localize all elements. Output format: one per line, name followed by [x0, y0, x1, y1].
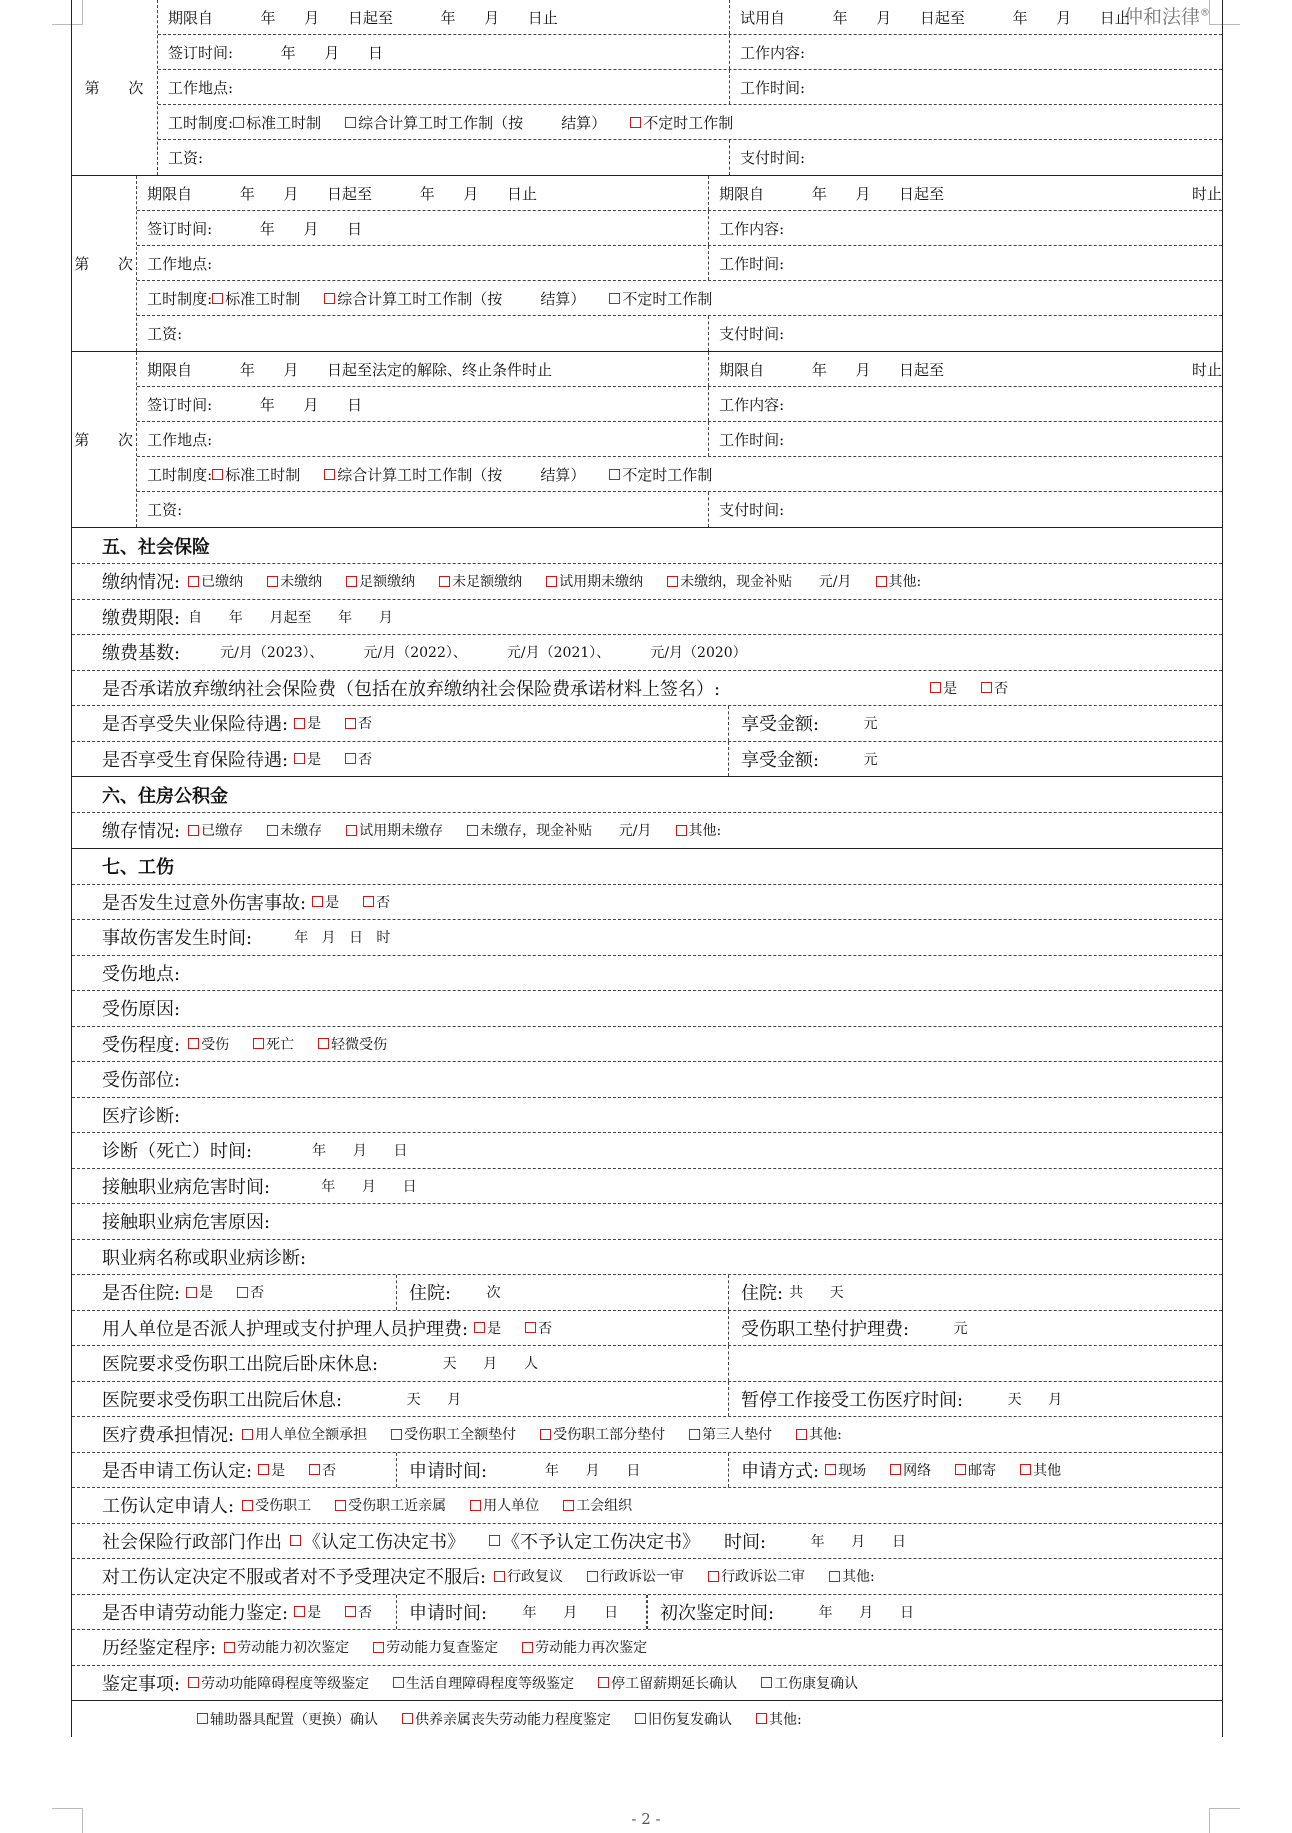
checkbox-option[interactable]: 用人单位: [470, 1495, 539, 1515]
yes-no-options: [294, 1602, 396, 1622]
checkbox-icon[interactable]: [598, 1677, 609, 1688]
field-label: 住院:: [409, 1283, 452, 1305]
contract-row: [137, 246, 1222, 281]
field-label: 申请时间:: [409, 1602, 488, 1624]
field-cell[interactable]: 试用自 年 月 日起至 年 月 日止: [740, 8, 1130, 27]
field-label[interactable]: 受伤地点:: [102, 963, 181, 985]
checkbox-icon[interactable]: [890, 1464, 901, 1475]
checkbox-option[interactable]: 未缴纳，现金补贴 元/月: [667, 571, 851, 591]
checkbox-icon[interactable]: [233, 117, 244, 128]
checkbox-option[interactable]: 《认定工伤决定书》: [290, 1528, 465, 1554]
checkbox-icon[interactable]: [630, 117, 641, 128]
field-value[interactable]: 年 月 日: [766, 1533, 906, 1550]
field-value[interactable]: 元: [819, 751, 878, 768]
contract-group: [72, 352, 1222, 528]
yes-checkbox[interactable]: 是: [930, 678, 957, 698]
field-label: 享受金额:: [741, 714, 820, 736]
section-title: 七、工伤: [72, 849, 1222, 885]
checkbox-option[interactable]: 未缴存: [267, 820, 322, 840]
contract-row: [158, 70, 1222, 105]
checkbox-icon[interactable]: [294, 753, 305, 764]
checkbox-option[interactable]: 未足额缴纳: [439, 571, 522, 591]
checkbox-icon[interactable]: [467, 825, 478, 836]
field-label: 诊断（死亡）时间:: [102, 1141, 253, 1163]
yes-checkbox[interactable]: 是: [186, 1282, 213, 1302]
section-title: 六、住房公积金: [72, 777, 1222, 813]
field-label: 申请方式:: [741, 1460, 820, 1482]
field-cell[interactable]: 签订时间: 年 月 日: [158, 35, 730, 69]
checkbox-option[interactable]: 标准工时制: [212, 464, 300, 485]
checkbox-icon[interactable]: [540, 1429, 551, 1440]
checkbox-option[interactable]: 其他: [1020, 1460, 1061, 1480]
field-label: 工时制度:: [147, 465, 213, 484]
field-label: 医院要求受伤职工出院后休息:: [102, 1389, 343, 1411]
field-cell[interactable]: 期限自 年 月 日起至 时止: [719, 184, 1222, 203]
checkbox-icon[interactable]: [609, 469, 620, 480]
field-cell[interactable]: 工作内容:: [719, 395, 785, 414]
field-label: 是否住院:: [102, 1283, 181, 1305]
group-label: 第 次: [72, 352, 137, 527]
checkbox-option[interactable]: 劳动功能障碍程度等级鉴定: [188, 1673, 369, 1693]
checkbox-option[interactable]: 停工留薪期延长确认: [598, 1673, 737, 1693]
checkbox-icon[interactable]: [489, 1535, 500, 1546]
no-checkbox[interactable]: 否: [525, 1318, 552, 1338]
field-label: 接触职业病危害时间:: [102, 1176, 271, 1198]
checkbox-icon[interactable]: [761, 1677, 772, 1688]
contract-row: [137, 422, 1222, 457]
field-label[interactable]: 医疗诊断:: [102, 1105, 181, 1127]
work-hours-row: [137, 281, 1222, 316]
yes-checkbox[interactable]: 是: [258, 1460, 285, 1480]
checkbox-option[interactable]: 工会组织: [563, 1495, 632, 1515]
checkbox-icon[interactable]: [197, 1713, 208, 1724]
checkbox-option[interactable]: 受伤职工近亲属: [335, 1495, 446, 1515]
field-value[interactable]: 年 月 日: [774, 1604, 914, 1621]
checkbox-icon[interactable]: [796, 1429, 807, 1440]
checkbox-option[interactable]: 未缴纳: [267, 571, 322, 591]
checkbox-option[interactable]: 不定时工作制: [609, 288, 712, 309]
checkbox-option[interactable]: 试用期未缴纳: [546, 571, 643, 591]
no-checkbox[interactable]: 否: [981, 678, 1008, 698]
field-value[interactable]: 天 月: [362, 1391, 462, 1408]
checkbox-icon[interactable]: [981, 682, 992, 693]
checkbox-icon[interactable]: [309, 1464, 320, 1475]
checkbox-option[interactable]: 标准工时制: [212, 288, 300, 309]
checkbox-option[interactable]: 网络: [890, 1460, 931, 1480]
checkbox-option[interactable]: 综合计算工时工作制（按 结算）: [324, 288, 585, 309]
yes-no-options: [474, 1318, 576, 1338]
no-checkbox[interactable]: 否: [309, 1460, 336, 1480]
checkbox-icon[interactable]: [186, 1287, 197, 1298]
checkbox-option[interactable]: 已缴存: [188, 820, 243, 840]
field-value[interactable]: 元: [909, 1320, 968, 1337]
no-checkbox[interactable]: 否: [345, 749, 372, 769]
checkbox-icon[interactable]: [345, 718, 356, 729]
checkbox-icon[interactable]: [676, 825, 687, 836]
yes-no-options: [258, 1460, 360, 1480]
social-pay-row: [72, 564, 1222, 600]
checkbox-option[interactable]: 其他:: [756, 1709, 802, 1729]
checkbox-icon[interactable]: [756, 1713, 767, 1724]
field-label: 是否享受失业保险待遇:: [102, 714, 289, 736]
field-label: 初次鉴定时间:: [660, 1602, 775, 1624]
field-value[interactable]: 天 月 人: [398, 1356, 538, 1373]
contract-row: [137, 387, 1222, 422]
field-cell[interactable]: 工作时间:: [719, 254, 785, 273]
contract-groups: [72, 0, 1222, 528]
checkbox-icon[interactable]: [525, 1322, 536, 1333]
checkbox-icon[interactable]: [708, 1571, 719, 1582]
field-label: 时间:: [724, 1531, 767, 1553]
field-cell[interactable]: 工资:: [137, 316, 709, 351]
no-checkbox[interactable]: 否: [237, 1282, 264, 1302]
no-checkbox[interactable]: 否: [345, 713, 372, 733]
checkbox-option[interactable]: 行政诉讼二审: [708, 1566, 805, 1586]
checkbox-option[interactable]: 供养亲属丧失劳动能力程度鉴定: [402, 1709, 611, 1729]
group-label: 第 次: [72, 176, 137, 351]
field-value[interactable]: 年 月 日: [487, 1462, 641, 1479]
checkbox-option[interactable]: 劳动能力初次鉴定: [224, 1637, 349, 1657]
field-label: 事故伤害发生时间:: [102, 928, 253, 950]
yes-checkbox[interactable]: 是: [294, 713, 321, 733]
checkbox-option[interactable]: 已缴纳: [188, 571, 243, 591]
checkbox-icon[interactable]: [335, 1500, 346, 1511]
checkbox-option[interactable]: 不定时工作制: [630, 112, 733, 133]
checkbox-icon[interactable]: [829, 1571, 840, 1582]
checkbox-option[interactable]: 生活自理障碍程度等级鉴定: [393, 1673, 574, 1693]
checkbox-icon[interactable]: [363, 896, 374, 907]
checkbox-option[interactable]: 试用期未缴存: [346, 820, 443, 840]
field-label: 是否享受生育保险待遇:: [102, 749, 289, 771]
checkbox-option[interactable]: 综合计算工时工作制（按 结算）: [324, 464, 585, 485]
field-label: 是否申请工伤认定:: [102, 1460, 253, 1482]
checkbox-option[interactable]: 不定时工作制: [609, 464, 712, 485]
checkbox-icon[interactable]: [345, 1606, 356, 1617]
field-cell[interactable]: 支付时间:: [719, 501, 785, 519]
field-cell[interactable]: 工作地点:: [137, 246, 709, 280]
checkbox-icon[interactable]: [237, 1287, 248, 1298]
checkbox-option[interactable]: 辅助器具配置（更换）确认: [197, 1709, 378, 1729]
checkbox-option[interactable]: 足额缴纳: [346, 571, 415, 591]
field-cell[interactable]: 工作时间:: [719, 430, 785, 449]
checkbox-icon[interactable]: [587, 1571, 598, 1582]
checkbox-option[interactable]: 标准工时制: [233, 112, 321, 133]
field-cell[interactable]: 签订时间: 年 月 日: [137, 387, 709, 421]
checkbox-option[interactable]: 其他:: [829, 1566, 875, 1586]
social-period-row: [72, 600, 1222, 636]
checkbox-option[interactable]: 受伤职工部分垫付: [540, 1424, 665, 1444]
checkbox-option[interactable]: 旧伤复发确认: [635, 1709, 732, 1729]
contract-group: [72, 0, 1222, 176]
checkbox-icon[interactable]: [212, 293, 223, 304]
field-label: 对工伤认定决定不服或者对不予受理决定不服后:: [102, 1567, 487, 1589]
contract-row: [158, 0, 1222, 35]
field-label: 是否发生过意外伤害事故:: [102, 892, 307, 914]
checkbox-icon[interactable]: [188, 1677, 199, 1688]
field-label: 历经鉴定程序:: [102, 1638, 217, 1660]
page-number: - 2 -: [631, 1810, 661, 1828]
contract-row: [137, 176, 1222, 211]
checkbox-icon[interactable]: [393, 1677, 404, 1688]
field-cell[interactable]: 签订时间: 年 月 日: [137, 211, 709, 245]
social-unemployment-row: [72, 706, 1222, 742]
field-label: 缴存情况:: [102, 821, 181, 843]
checkbox-option[interactable]: 其他:: [676, 820, 722, 840]
checkbox-option[interactable]: 受伤职工全额垫付: [391, 1424, 516, 1444]
field-cell[interactable]: 工资:: [137, 492, 709, 527]
field-cell[interactable]: 期限自 年 月 日起至 时止: [719, 360, 1222, 379]
checkbox-option[interactable]: 其他:: [796, 1424, 842, 1444]
checkbox-icon[interactable]: [253, 1038, 264, 1049]
checkbox-icon[interactable]: [955, 1464, 966, 1475]
checkbox-icon[interactable]: [324, 293, 335, 304]
field-value[interactable]: 次: [451, 1285, 501, 1302]
checkbox-icon[interactable]: [212, 469, 223, 480]
checkbox-icon[interactable]: [188, 576, 199, 587]
yes-no-options: [186, 1282, 288, 1302]
checkbox-icon[interactable]: [930, 682, 941, 693]
checkbox-icon[interactable]: [294, 1606, 305, 1617]
checkbox-icon[interactable]: [474, 1322, 485, 1333]
checkbox-icon[interactable]: [242, 1429, 253, 1440]
checkbox-option[interactable]: 综合计算工时工作制（按 结算）: [345, 112, 606, 133]
field-cell[interactable]: 工资:: [158, 140, 730, 175]
checkbox-icon[interactable]: [825, 1464, 836, 1475]
checkbox-option[interactable]: 轻微受伤: [318, 1034, 387, 1054]
field-label: 住院:: [741, 1283, 784, 1305]
checkbox-option[interactable]: 行政复议: [494, 1566, 563, 1586]
checkbox-option[interactable]: 用人单位全额承担: [242, 1424, 367, 1444]
checkbox-icon[interactable]: [346, 825, 357, 836]
checkbox-icon[interactable]: [1020, 1464, 1031, 1475]
field-label: 是否承诺放弃缴纳社会保险费（包括在放弃缴纳社会保险费承诺材料上签名）:: [102, 678, 721, 700]
social-waive-row: [72, 671, 1222, 707]
checkbox-icon[interactable]: [635, 1713, 646, 1724]
contract-row: [137, 211, 1222, 246]
checkbox-option[interactable]: 工伤康复确认: [761, 1673, 858, 1693]
checkbox-icon[interactable]: [224, 1642, 235, 1653]
checkbox-icon[interactable]: [267, 825, 278, 836]
field-value[interactable]: 元: [819, 716, 878, 733]
yes-no-options: [294, 713, 396, 733]
field-cell[interactable]: 支付时间:: [740, 149, 806, 167]
field-label[interactable]: 职业病名称或职业病诊断:: [102, 1247, 307, 1269]
checkbox-option[interactable]: 现场: [825, 1460, 866, 1480]
checkbox-icon[interactable]: [188, 1038, 199, 1049]
field-label: 缴纳情况:: [102, 572, 181, 594]
field-label: 工时制度:: [147, 289, 213, 308]
checkbox-option[interactable]: 受伤职工: [242, 1495, 311, 1515]
checkbox-icon[interactable]: [290, 1535, 301, 1546]
field-cell[interactable]: 期限自 年 月 日起至 年 月 日止: [137, 176, 709, 210]
checkbox-icon[interactable]: [346, 576, 357, 587]
group-label: 第 次: [72, 0, 158, 175]
checkbox-icon[interactable]: [324, 469, 335, 480]
checkbox-icon[interactable]: [373, 1642, 384, 1653]
housing-row: [72, 813, 1222, 849]
field-value[interactable]: 年 月 日: [487, 1604, 619, 1621]
checkbox-icon[interactable]: [345, 753, 356, 764]
checkbox-icon[interactable]: [242, 1500, 253, 1511]
section-title: 五、社会保险: [72, 528, 1222, 564]
checkbox-option[interactable]: 受伤: [188, 1034, 229, 1054]
checkbox-icon[interactable]: [546, 576, 557, 587]
field-label: 鉴定事项:: [102, 1673, 181, 1695]
no-checkbox[interactable]: 否: [345, 1602, 372, 1622]
field-value[interactable]: 年 月 日: [290, 1178, 417, 1195]
checkbox-option[interactable]: 邮寄: [955, 1460, 996, 1480]
field-cell[interactable]: 工作地点:: [158, 70, 730, 104]
field-value[interactable]: 年 月 日 时: [272, 930, 391, 947]
yes-no-options: [930, 678, 1032, 698]
field-label: 用人单位是否派人护理或支付护理人员护理费:: [102, 1318, 469, 1340]
field-cell[interactable]: 期限自 年 月 日起至法定的解除、终止条件时止: [137, 352, 709, 386]
checkbox-icon[interactable]: [345, 117, 356, 128]
field-label: 享受金额:: [741, 749, 820, 771]
yes-checkbox[interactable]: 是: [294, 1602, 321, 1622]
field-label: 受伤职工垫付护理费:: [741, 1318, 910, 1340]
social-maternity-row: [72, 742, 1222, 778]
checkbox-icon[interactable]: [258, 1464, 269, 1475]
field-value[interactable]: 天 月: [963, 1391, 1063, 1408]
checkbox-icon[interactable]: [494, 1571, 505, 1582]
employment-form: [71, 0, 1223, 1737]
contract-row: [137, 492, 1222, 527]
yes-checkbox[interactable]: 是: [474, 1318, 501, 1338]
field-value[interactable]: 共 天: [789, 1285, 844, 1302]
checkbox-option[interactable]: 劳动能力复查鉴定: [373, 1637, 498, 1657]
checkbox-icon[interactable]: [470, 1500, 481, 1511]
contract-row: [158, 35, 1222, 70]
field-label: 医疗费承担情况:: [102, 1425, 235, 1447]
field-cell[interactable]: 支付时间:: [719, 325, 785, 343]
checkbox-icon[interactable]: [522, 1642, 533, 1653]
field-cell[interactable]: 工作内容:: [719, 219, 785, 238]
social-base-row: [72, 635, 1222, 671]
contract-row: [137, 316, 1222, 351]
checkbox-option[interactable]: 劳动能力再次鉴定: [522, 1637, 647, 1657]
field-label[interactable]: 接触职业病危害原因:: [102, 1212, 271, 1234]
checkbox-icon[interactable]: [563, 1500, 574, 1511]
field-cell[interactable]: 工作内容:: [740, 43, 806, 62]
checkbox-icon[interactable]: [876, 576, 887, 587]
checkbox-icon[interactable]: [439, 576, 450, 587]
work-hours-row: [158, 105, 1222, 140]
yes-checkbox[interactable]: 是: [312, 892, 339, 912]
no-checkbox[interactable]: 否: [363, 892, 390, 912]
checkbox-option[interactable]: 死亡: [253, 1034, 294, 1054]
field-label: 社会保险行政部门作出: [102, 1531, 282, 1553]
checkbox-icon[interactable]: [312, 896, 323, 907]
yes-checkbox[interactable]: 是: [294, 749, 321, 769]
checkbox-icon[interactable]: [689, 1429, 700, 1440]
yes-no-options: [294, 749, 396, 769]
checkbox-icon[interactable]: [267, 576, 278, 587]
field-cell[interactable]: 期限自 年 月 日起至 年 月 日止: [158, 0, 730, 34]
contract-group: [72, 176, 1222, 352]
field-cell[interactable]: 工作地点:: [137, 422, 709, 456]
checkbox-icon[interactable]: [318, 1038, 329, 1049]
checkbox-icon[interactable]: [667, 576, 678, 587]
checkbox-option[interactable]: 未缴存，现金补贴 元/月: [467, 820, 651, 840]
field-label: 缴费期限:: [102, 607, 181, 629]
checkbox-icon[interactable]: [188, 825, 199, 836]
field-label[interactable]: 受伤部位:: [102, 1070, 181, 1092]
checkbox-icon[interactable]: [609, 293, 620, 304]
field-label: 缴费基数:: [102, 643, 181, 665]
checkbox-option[interactable]: 其他:: [876, 571, 922, 591]
work-hours-row: [137, 457, 1222, 492]
field-label: 暂停工作接受工伤医疗时间:: [741, 1389, 964, 1411]
field-label[interactable]: 受伤原因:: [102, 999, 181, 1021]
checkbox-icon[interactable]: [391, 1429, 402, 1440]
field-label: 申请时间:: [409, 1460, 488, 1482]
checkbox-option[interactable]: 行政诉讼一审: [587, 1566, 684, 1586]
contract-row: [158, 140, 1222, 175]
field-label: 工伤认定申请人:: [102, 1496, 235, 1518]
yes-no-options: [312, 892, 414, 912]
field-label: 工时制度:: [168, 113, 234, 132]
checkbox-icon[interactable]: [294, 718, 305, 729]
checkbox-icon[interactable]: [402, 1713, 413, 1724]
contract-row: [137, 352, 1222, 387]
field-value[interactable]: 自 年 月起至 年 月: [188, 609, 393, 626]
field-label: 受伤程度:: [102, 1034, 181, 1056]
field-label: 医院要求受伤职工出院后卧床休息:: [102, 1354, 379, 1376]
checkbox-option[interactable]: 第三人垫付: [689, 1424, 772, 1444]
field-value[interactable]: 元/月（2023）、 元/月（2022）、 元/月（2021）、 元/月（2020）: [180, 645, 747, 662]
checkbox-option[interactable]: 《不予认定工伤决定书》: [489, 1528, 700, 1554]
brand-logo: 仲和法律®: [1123, 6, 1210, 28]
field-label: 是否申请劳动能力鉴定:: [102, 1602, 289, 1624]
field-value[interactable]: 年 月 日: [272, 1143, 408, 1160]
field-cell[interactable]: 工作时间:: [740, 78, 806, 97]
